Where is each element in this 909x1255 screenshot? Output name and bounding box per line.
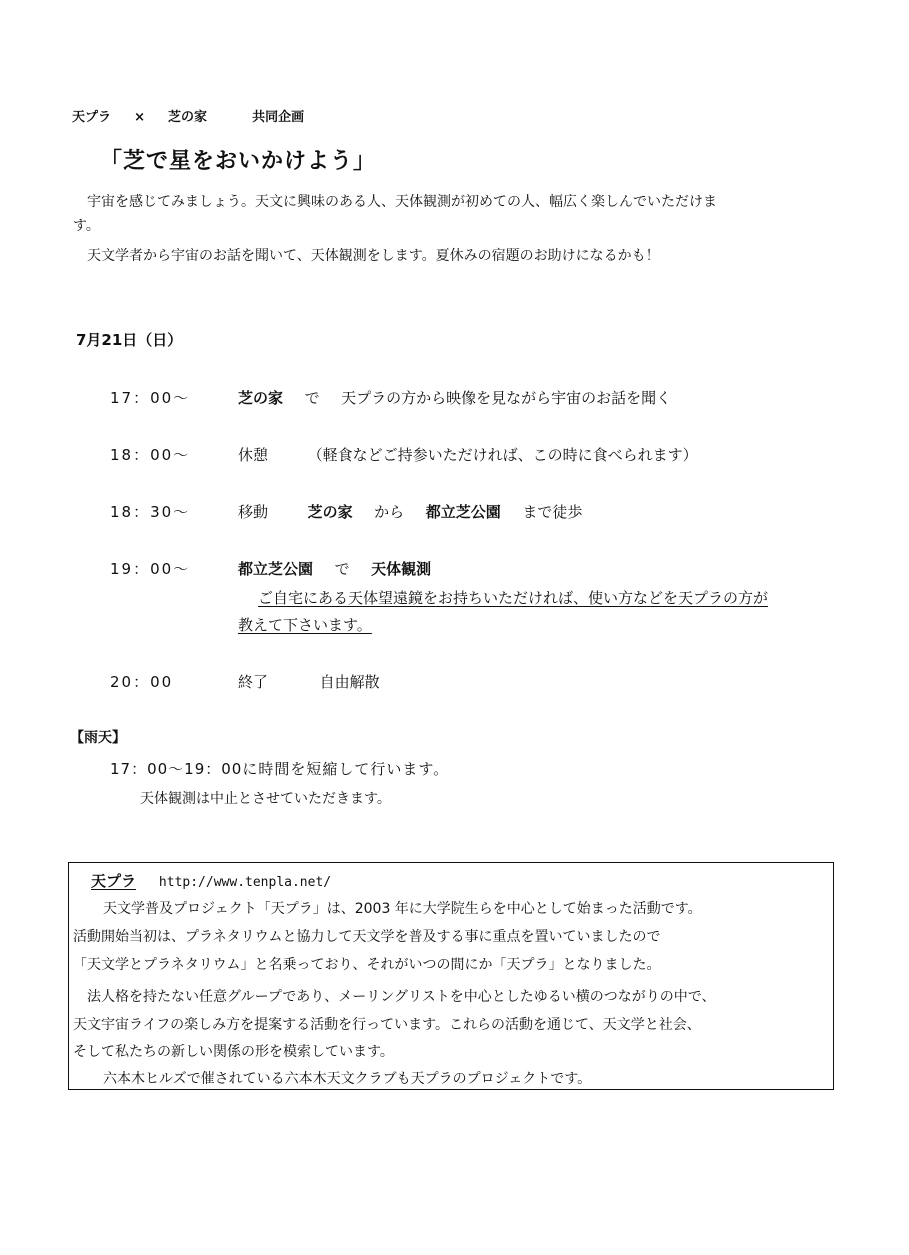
schedule-row — [110, 558, 190, 579]
rain-heading: 【雨天】 — [70, 730, 126, 746]
telescope-note-line-1: ご自宅にある天体望遠鏡をお持ちいただければ、使い方などを天プラの方が — [258, 589, 769, 607]
activity-move: 移動 — [238, 503, 269, 521]
info-line-6: そして私たちの新しい関係の形を模索しています。 — [73, 1044, 394, 1060]
particle: で — [334, 560, 350, 578]
info-line-2: 活動開始当初は、プラネタリウムと協力して天文学を普及する事に重点を置いていましたので — [73, 929, 661, 945]
schedule-row — [110, 671, 173, 692]
schedule-time: 18：00～ — [110, 446, 191, 464]
intro-line-1: 宇宙を感じてみましょう。天文に興味のある人、天体観測が初めての人、幅広く楽しんでいただけま — [87, 194, 717, 210]
activity-dismissal: 自由解散 — [319, 673, 380, 691]
particle: から — [374, 503, 405, 521]
place-shibanoie: 芝の家 — [238, 389, 284, 407]
info-url-link[interactable]: http://www.tenpla.net/ — [158, 875, 332, 890]
info-line-3: 「天文学とプラネタリウム」と名乗っており、それがいつの間にか「天プラ」となりました。 — [73, 957, 661, 973]
info-line-4: 法人格を持たない任意グループであり、メーリングリストを中心としたゆるい横のつながりの中で、 — [87, 989, 716, 1005]
info-org-name: 天プラ — [91, 872, 137, 890]
header-cross: × — [134, 110, 145, 125]
tenpla-info-box — [68, 862, 834, 1090]
header-org-shibanoie: 芝の家 — [168, 110, 208, 125]
schedule-desc — [238, 444, 698, 465]
schedule-desc — [238, 387, 671, 408]
place-shiba-park: 都立芝公園 — [425, 503, 501, 521]
schedule-row — [110, 444, 190, 465]
activity-text: 天プラの方から映像を見ながら宇宙のお話を聞く — [341, 389, 672, 407]
intro-line-2: す。 — [73, 218, 100, 234]
header-org-tenpla: 天プラ — [72, 110, 112, 125]
schedule-row — [110, 387, 190, 408]
activity-observation: 天体観測 — [371, 560, 432, 578]
info-line-5: 天文宇宙ライフの楽しみ方を提案する活動を行っています。これらの活動を通じて、天文学と社会、 — [73, 1017, 701, 1033]
intro-line-3: 天文学者から宇宙のお話を聞いて、天体観測をします。夏休みの宿題のお助けになるかも！ — [87, 248, 660, 264]
telescope-note-line-2 — [238, 614, 372, 635]
activity-text: まで徒歩 — [522, 503, 583, 521]
schedule-desc — [238, 501, 582, 522]
schedule-time: 18：30～ — [110, 503, 191, 521]
activity-break: 休憩 — [238, 446, 269, 464]
schedule-row — [110, 501, 190, 522]
telescope-note-line-2-text: 教えて下さいます。 — [238, 616, 372, 634]
schedule-desc — [238, 558, 431, 579]
info-line-1: 天文学普及プロジェクト「天プラ」は、2003 年に大学院生らを中心として始まった活動です。 — [103, 901, 702, 917]
particle: で — [304, 389, 320, 407]
header-line — [72, 106, 304, 125]
rain-line-2: 天体観測は中止とさせていただきます。 — [140, 791, 391, 807]
rain-line-1: 17：00～19：00に時間を短縮して行います。 — [110, 760, 450, 778]
place-shiba-park: 都立芝公園 — [238, 560, 314, 578]
activity-end: 終了 — [238, 673, 269, 691]
activity-text: （軽食などご持参いただければ、この時に食べられます） — [307, 446, 698, 464]
info-title-line — [91, 870, 331, 891]
info-line-7: 六本木ヒルズで催されている六本木天文クラブも天プラのプロジェクトです。 — [103, 1071, 592, 1087]
schedule-desc — [238, 671, 380, 692]
header-joint-project: 共同企画 — [252, 110, 305, 125]
page-title: 「芝で星をおいかけよう」 — [100, 149, 377, 174]
place-shibanoie: 芝の家 — [307, 503, 353, 521]
schedule-time: 19：00～ — [110, 560, 191, 578]
schedule-time: 20：00 — [110, 673, 174, 691]
event-date: 7月21日（日） — [76, 331, 183, 349]
schedule-time: 17：00～ — [110, 389, 191, 407]
